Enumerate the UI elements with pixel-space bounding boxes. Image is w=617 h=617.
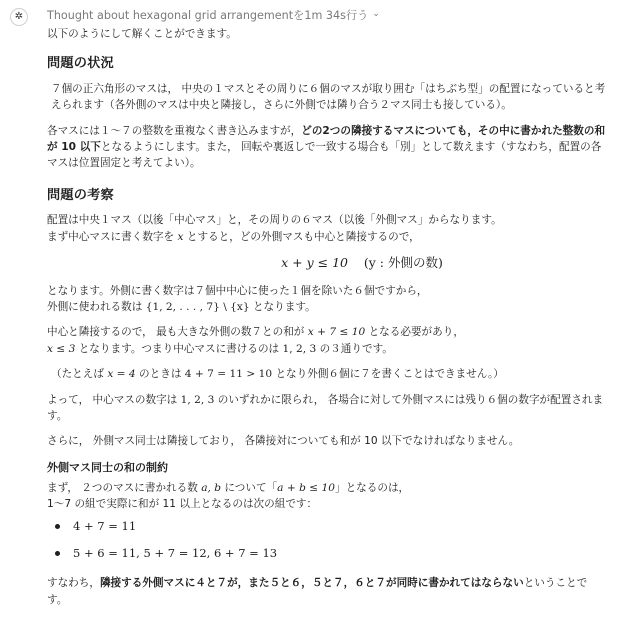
analysis-paragraph-6 bbox=[47, 392, 607, 425]
math-values: 1, 2, 3 bbox=[180, 393, 215, 406]
math-inequality: a + b ≤ 10 bbox=[277, 481, 335, 494]
intro-text: 以下のようにして解くことができます。 bbox=[47, 28, 237, 40]
equation-note: (y : 外側の数) bbox=[363, 255, 443, 271]
analysis-paragraph-1: 配置は中央１マス（以後「中心マス」と，その周りの６マス（以後「外側マス」からなります。 bbox=[47, 214, 502, 227]
text-span: となります。つまり中心マスに書けるのは bbox=[75, 342, 283, 355]
analysis-paragraph-2 bbox=[47, 229, 607, 245]
text-span: まず中心マスに書く数字を bbox=[47, 230, 178, 243]
bold-constraint: 隣接する外側マスに４と７が，また５と６，５と７，６と７が同時に書かれてはならない bbox=[99, 577, 524, 590]
text-span: 中心と隣接するので， 最も大きな外側の数７との和が bbox=[47, 326, 308, 339]
analysis-paragraph-4b bbox=[47, 341, 607, 357]
constraint-paragraph-1 bbox=[47, 480, 607, 496]
equation-main: x + y ≤ 10 bbox=[281, 255, 348, 271]
list-item: 4 + 7 = 11 bbox=[47, 518, 607, 536]
math-inequality: x ≤ 3 bbox=[47, 342, 76, 355]
situation-paragraph-2 bbox=[47, 123, 607, 172]
text-span: の３通りです。 bbox=[316, 342, 393, 355]
analysis-paragraph-3a: となります。外側に書く数字は７個中中心に使った１個を除いた６個ですから， bbox=[47, 284, 428, 297]
text-span: （たとえば bbox=[51, 368, 108, 381]
constraint-paragraph-2: 1〜7 の組で実際に和が 11 以上となるのは次の組です： bbox=[47, 498, 318, 511]
text-span: 各マスには１〜７の整数を重複なく書き込みますが， bbox=[47, 124, 302, 137]
assistant-message bbox=[47, 26, 607, 608]
math-example-sum: 4 + 7 = 11 > 10 bbox=[184, 368, 273, 381]
text-span: よって， 中心マスの数字は bbox=[47, 393, 181, 406]
section-heading-situation: 問題の状況 bbox=[47, 56, 114, 72]
text-span: まず， ２つのマスに書かれる数 bbox=[47, 481, 202, 494]
text-span: 外側に使われる数は bbox=[47, 300, 146, 313]
situation-paragraph-1: ７個の正六角形のマスは， 中央の１マスとその周りに６個のマスが取り囲む「はちぶち型」の配置になっていると考えられます（各外側のマスは中央と隣接し，さらに外側では隣り合う２マス同士も接している）。 bbox=[51, 82, 606, 112]
list-item: 5 + 6 = 11, 5 + 7 = 12, 6 + 7 = 13 bbox=[47, 545, 607, 563]
math-inequality: x + 7 ≤ 10 bbox=[307, 326, 366, 339]
math-example: x = 4 bbox=[107, 368, 136, 381]
math-x: x bbox=[177, 230, 184, 243]
text-span: ということです。 bbox=[47, 577, 588, 606]
text-span: のいずれかに限られ， 各場合に対して外側マスには残り６個の数字が配置されます。 bbox=[47, 393, 604, 422]
section-heading-constraint: 外側マス同士の和の制約 bbox=[47, 460, 168, 474]
text-span: となるようにします。また， 回転や裏返しで一致する場合も「別」として数えます（すなわち，配置の各マスは位置固定と考えてよい）。 bbox=[47, 141, 602, 170]
section-heading-analysis: 問題の考察 bbox=[47, 187, 114, 203]
chevron-down-icon[interactable]: ⌄ bbox=[372, 8, 380, 19]
text-span: とすると，どの外側マスも中心と隣接するので， bbox=[183, 230, 420, 243]
math-vars: a, b bbox=[201, 481, 222, 494]
thought-summary[interactable] bbox=[47, 7, 380, 24]
analysis-paragraph-3b bbox=[47, 299, 607, 315]
text-span: となる必要があり， bbox=[365, 326, 464, 339]
text-span: 」となるのは， bbox=[334, 481, 410, 494]
math-values: 1, 2, 3 bbox=[282, 342, 317, 355]
forbidden-pairs-list bbox=[47, 518, 607, 564]
constraint-paragraph-3 bbox=[47, 575, 607, 608]
text-span: となり外側６個に７を書くことはできません。） bbox=[272, 368, 504, 381]
thought-label[interactable]: Thought about hexagonal grid arrangementを1m 34s行う bbox=[47, 9, 369, 22]
text-span: について「 bbox=[221, 481, 278, 494]
analysis-paragraph-7: さらに， 外側マス同士は隣接しており， 各隣接対についても和が 10 以下でなければなりません。 bbox=[47, 435, 520, 448]
analysis-paragraph-4a bbox=[47, 324, 607, 340]
assistant-avatar-icon: ✲ bbox=[10, 8, 28, 26]
analysis-paragraph-5 bbox=[47, 366, 607, 382]
text-span: となります。 bbox=[249, 300, 316, 313]
math-set: {1, 2, . . . , 7} \ {x} bbox=[145, 300, 250, 313]
display-equation bbox=[47, 253, 607, 272]
text-span: すなわち， bbox=[47, 577, 100, 590]
bold-condition: どの2つの隣接するマスについても，その中に書かれた整数の和が 10 以下 bbox=[47, 124, 606, 154]
text-span: のときは bbox=[135, 368, 185, 381]
